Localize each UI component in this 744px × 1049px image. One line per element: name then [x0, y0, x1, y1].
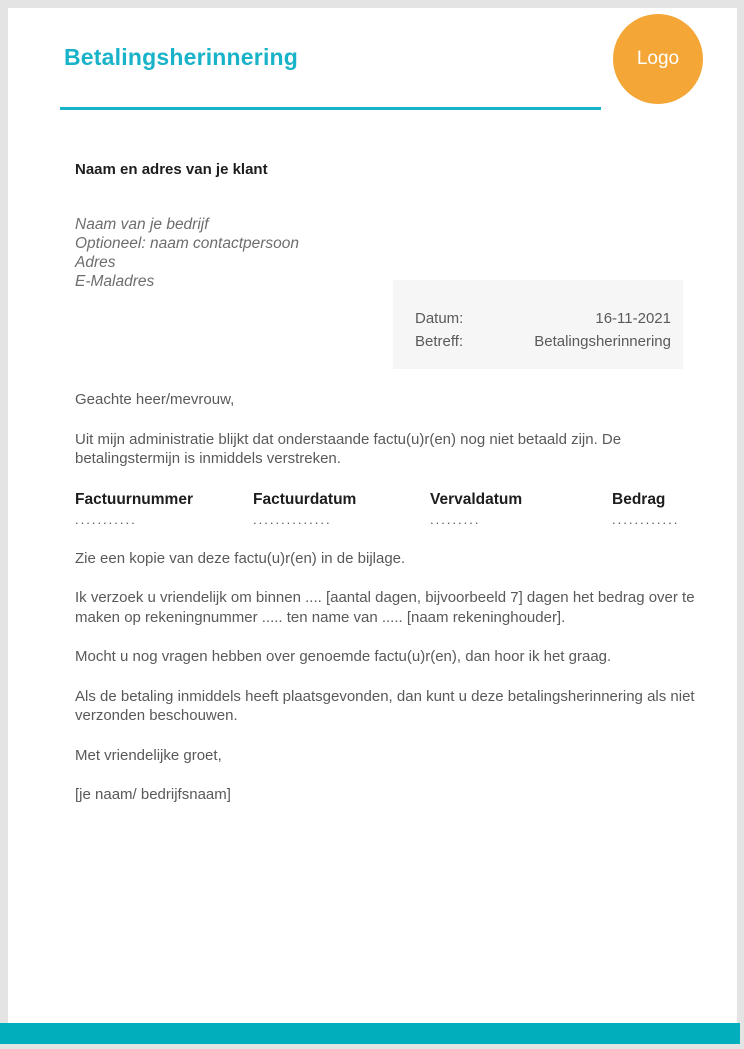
column-header-invoice-number: Factuurnummer — [75, 490, 193, 508]
recipient-contact-line: Optioneel: naam contactpersoon — [75, 235, 300, 252]
signature-placeholder: [je naam/ bedrijfsnaam] — [75, 786, 231, 803]
recipient-heading: Naam en adres van je klant — [75, 161, 268, 178]
invoice-table-placeholder-row — [75, 510, 720, 529]
invoice-table — [75, 489, 720, 529]
letter-meta-box — [393, 280, 683, 369]
column-header-due-date: Vervaldatum — [430, 490, 523, 508]
document-page — [8, 8, 737, 1044]
column-header-invoice-date: Factuurdatum — [253, 490, 357, 508]
column-header-amount: Bedrag — [612, 490, 666, 508]
disclaimer-paragraph: Als de betaling inmiddels heeft plaatsgevonden, dan kunt u deze betalingsherinnering als niet verzonden beschouwen. — [75, 687, 695, 724]
placeholder-due-date: ......... — [430, 511, 481, 527]
recipient-address-line: Adres — [75, 254, 116, 271]
invoice-table-header-row — [75, 489, 720, 510]
meta-row-date — [415, 307, 671, 330]
date-value: 16-11-2021 — [595, 310, 671, 327]
document-title: Betalingsherinnering — [64, 44, 299, 70]
subject-label: Betreff: — [415, 333, 464, 350]
recipient-company-line: Naam van je bedrijf — [75, 216, 209, 233]
recipient-email-line: E-Maladres — [75, 273, 155, 290]
payment-request-paragraph: Ik verzoek u vriendelijk om binnen .... [aantal dagen, bijvoorbeeld 7] dagen het bedrag over te maken op rekeningnummer ..... ten name van ..... [naam rekeninghouder]. — [75, 589, 695, 626]
closing-line: Met vriendelijke groet, — [75, 746, 222, 764]
date-label: Datum: — [415, 310, 464, 327]
title-divider — [60, 107, 601, 110]
placeholder-amount: ............ — [612, 511, 680, 527]
meta-row-subject — [415, 330, 671, 353]
footer-accent-bar — [0, 1023, 740, 1044]
placeholder-invoice-date: .............. — [253, 511, 332, 527]
recipient-address-block — [75, 215, 299, 291]
logo-text: Logo — [636, 48, 680, 69]
intro-paragraph: Uit mijn administratie blijkt dat onderstaande factu(u)r(en) nog niet betaald zijn. De betalingstermijn is inmiddels verstreken. — [75, 430, 622, 467]
letter-body — [75, 390, 720, 825]
subject-value: Betalingsherinnering — [534, 333, 671, 350]
attachment-paragraph: Zie een kopie van deze factu(u)r(en) in de bijlage. — [75, 549, 406, 567]
salutation: Geachte heer/mevrouw, — [75, 391, 235, 408]
questions-paragraph: Mocht u nog vragen hebben over genoemde factu(u)r(en), dan hoor ik het graag. — [75, 648, 612, 665]
placeholder-invoice-number: ........... — [75, 511, 137, 527]
logo-badge — [613, 14, 703, 104]
